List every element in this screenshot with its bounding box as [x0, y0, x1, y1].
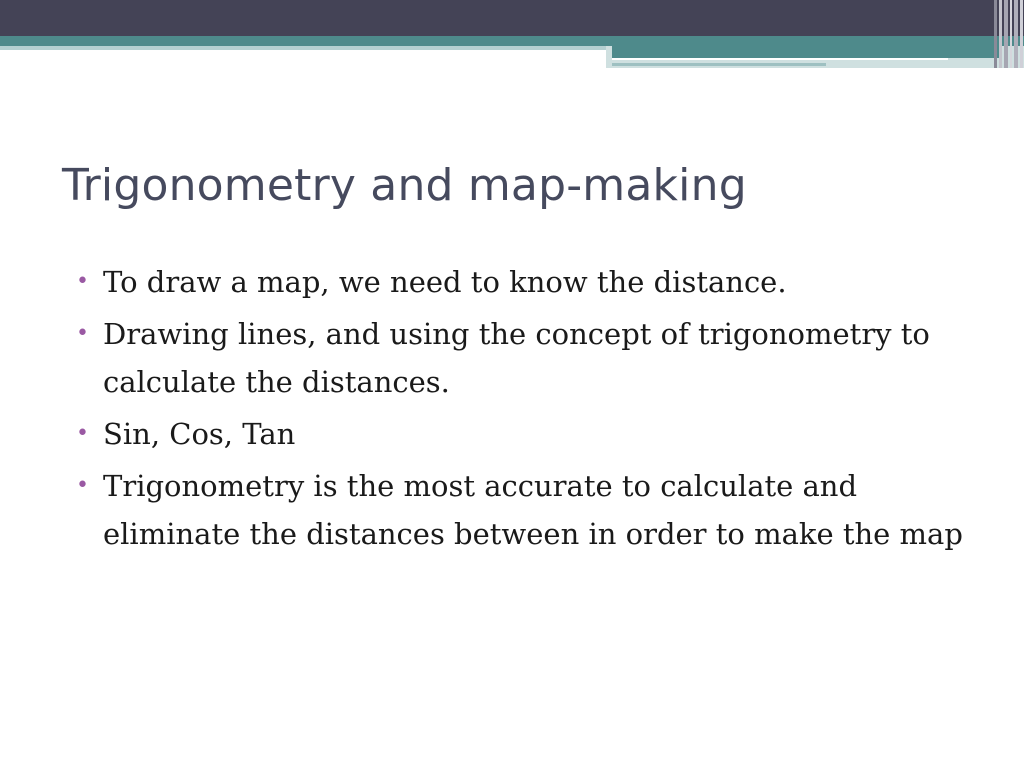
header-tab-line [612, 58, 948, 60]
header-stripe [999, 0, 1002, 68]
bullet-text: Drawing lines, and using the concept of trigonometry to calculate the distances. [103, 317, 930, 399]
slide-title: Trigonometry and map-making [62, 160, 747, 211]
bullet-item [74, 410, 964, 458]
header-tab-line [612, 63, 826, 66]
bullet-item [74, 258, 964, 306]
bullet-list [74, 258, 964, 562]
bullet-item [74, 310, 964, 406]
bullet-icon: • [76, 421, 89, 446]
header-stripe [1004, 0, 1008, 68]
bullet-text: Trigonometry is the most accurate to calculate and eliminate the distances between in order to make the map [103, 469, 963, 551]
header-tab-inner [612, 46, 1002, 58]
bullet-text: Sin, Cos, Tan [103, 417, 296, 451]
header-dark-band [0, 0, 1024, 36]
bullet-item [74, 462, 964, 558]
bullet-icon: • [76, 269, 89, 294]
header-stripe [1014, 0, 1018, 68]
header-stripe [1020, 0, 1023, 68]
header-teal-band [0, 36, 1024, 46]
header-stripe [1010, 0, 1012, 68]
bullet-icon: • [76, 321, 89, 346]
bullet-text: To draw a map, we need to know the distance. [103, 265, 787, 299]
bullet-icon: • [76, 473, 89, 498]
header-stripe [994, 0, 997, 68]
